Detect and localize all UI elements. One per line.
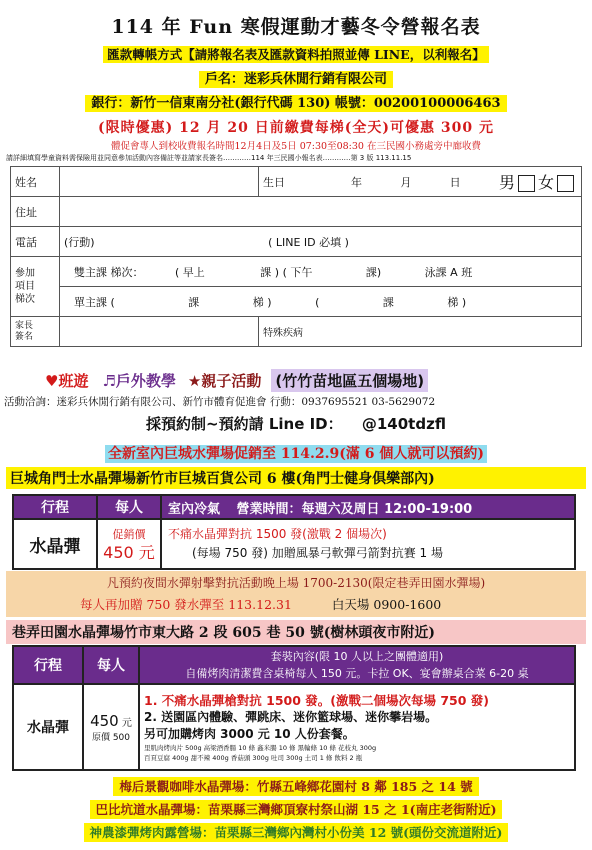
- line-id-value: @140tdzfl: [361, 415, 446, 433]
- indoor-col-item: 行程: [13, 495, 97, 519]
- single-course-row[interactable]: [60, 287, 582, 317]
- single-course-label: 單主課 (: [74, 295, 115, 309]
- address-label: 住址: [11, 197, 60, 227]
- family-activity: ★親子活動: [187, 372, 262, 390]
- parent-signature-label: 家長 簽名: [11, 317, 60, 347]
- class-label: 課: [188, 295, 200, 309]
- bbq-menu1: 里肌肉烤肉片 500g 高梁酒香腸 10 條 鑫米腸 10 條 黑輪條 10 條 花枝丸 300g: [144, 743, 377, 752]
- outdoor-desc1: 1. 不痛水晶彈槍對抗 1500 發。(激戰二個場次每場 750 發): [144, 692, 490, 708]
- phone-field[interactable]: [60, 227, 582, 257]
- outdoor-price: 450: [90, 711, 119, 730]
- tier2-label: 梯 ): [447, 295, 467, 309]
- indoor-promo: 全新室內巨城水彈場促銷至 114.2.9(滿 6 個人就可以預約): [105, 445, 487, 463]
- course1-label: 課 ) ( 下午: [260, 265, 313, 279]
- indoor-item: 水晶彈: [13, 519, 97, 569]
- alley-venue: 巷弄田園水晶彈場竹市東大路 2 段 605 巷 50 號(樹林頭夜市附近): [6, 620, 586, 644]
- day-label: 日: [449, 175, 461, 189]
- tier-label: 梯 ): [252, 295, 272, 309]
- join-label: 參加 項目 梯次: [11, 257, 60, 317]
- name-field[interactable]: [60, 167, 259, 197]
- package-title: 套裝內容(限 10 人以上之團體適用): [270, 650, 444, 663]
- bbq-menu2: 百頁豆腐 400g 甜不辣 400g 香菇頭 300g 吐司 300g 土司 1 條 飲料 2 瓶: [144, 753, 363, 762]
- birthday-label: 生日: [259, 167, 308, 197]
- outdoor-teaching: 戶外教學: [115, 372, 176, 390]
- indoor-venue: 巨城角門士水晶彈場新竹市巨城百貨公司 6 樓(角門士健身俱樂部內): [6, 467, 586, 489]
- account-name: 戶名：迷彩兵休閒行銷有限公司: [199, 71, 393, 88]
- registration-form: [10, 166, 582, 347]
- indoor-price: 450 元: [103, 543, 155, 562]
- name-label: 姓名: [11, 167, 60, 197]
- female-checkbox[interactable]: [557, 175, 574, 192]
- address-field[interactable]: [60, 197, 582, 227]
- area-note: (竹竹苗地區五個場地): [271, 369, 428, 392]
- double-course-row[interactable]: [60, 257, 582, 287]
- year-label: 年: [351, 175, 362, 189]
- indoor-aircon: 室內冷氣: [168, 501, 221, 517]
- single2-label: (: [315, 295, 320, 309]
- outdoor-col-person: 每人: [83, 646, 139, 684]
- night-line2: 每人再加贈 750 發水彈至 113.12.31: [80, 597, 292, 612]
- outdoor-orig-price: 原價 500: [91, 732, 131, 743]
- daytime-hours: 白天場 0900-1600: [331, 597, 442, 612]
- line-id-label: ( LINE ID 必填 ): [268, 235, 349, 249]
- indoor-desc1: 不痛水晶彈對抗 1500 發(激戰 2 個場次): [168, 527, 387, 541]
- class-trip: ♥班遊: [45, 372, 89, 390]
- course2-label: 課): [365, 265, 382, 279]
- parent-signature-field[interactable]: [60, 317, 259, 347]
- class2-label: 課: [382, 295, 394, 309]
- promo-price-label: 促銷價: [112, 528, 146, 541]
- indoor-desc2: (每場 750 發) 加贈風暴弓軟彈弓箭對抗賽 1 場: [192, 546, 443, 560]
- transfer-instructions: 匯款轉帳方式【請將報名表及匯款資料拍照並傳 LINE，以利報名】: [103, 46, 488, 63]
- outdoor-price-unit: 元: [121, 717, 132, 729]
- speaker-icon: ♬: [102, 371, 116, 390]
- mobile-label: (行動): [64, 235, 95, 249]
- outdoor-desc3: 另可加購烤肉 3000 元 10 人份套餐。: [144, 726, 355, 741]
- male-label: 男: [498, 173, 515, 192]
- birthday-field[interactable]: [307, 167, 582, 197]
- indoor-hours: 營業時間：每週六及周日 12:00-19:00: [236, 501, 473, 517]
- phone-label: 電話: [11, 227, 60, 257]
- venue-shennong: 神農漆彈烤肉露營場：苗栗縣三灣鄉內灣村小份美 12 號(頭份交流道附近): [84, 823, 509, 842]
- venue-meihou: 梅后景觀咖啡水晶彈場：竹縣五峰鄉花園村 8 鄰 185 之 14 號: [113, 777, 478, 796]
- page-title: 114 年 Fun 寒假運動才藝冬令營報名表: [111, 16, 481, 38]
- booking-label: 採預約制~預約請 Line ID：: [146, 415, 343, 433]
- double-course-label: 雙主課 梯次：: [74, 265, 144, 279]
- outdoor-desc2: 2. 送園區內體驗、彈跳床、迷你籃球場、迷你攀岩場。: [144, 709, 438, 724]
- month-label: 月: [400, 175, 412, 189]
- swim-label: 泳課 A 班: [424, 265, 473, 279]
- bank-info: 銀行：新竹一信東南分社(銀行代碼 130) 帳號：00200100006463: [85, 95, 506, 112]
- night-line1: 凡預約夜間水彈射擊對抗活動晚上場 1700-2130(限定巷弄田園水彈場): [106, 576, 486, 590]
- indoor-col-person: 每人: [97, 495, 161, 519]
- bbq-note: 自備烤肉清潔費含桌椅每人 150 元。卡拉 OK、宴會辦桌合菜 6-20 桌: [185, 667, 529, 680]
- promo-notice: 體促會專人到校收費報名時間12月4日及5日 07:30至08:30 在三民國小務處旁中廊收費: [111, 141, 481, 152]
- activities-bar: [45, 369, 428, 392]
- male-checkbox[interactable]: [518, 175, 535, 192]
- venue-babi: 巴比坑道水晶彈場：苗栗縣三灣鄉頂寮村祭山湖 15 之 1(南庄老街附近): [90, 800, 503, 819]
- disease-label: 特殊疾病: [263, 328, 303, 339]
- outdoor-item: 水晶彈: [13, 684, 83, 770]
- discount-notice: (限時優惠) 12 月 20 日前繳費每梯(全天)可優惠 300 元: [98, 120, 494, 136]
- indoor-table: [12, 494, 576, 570]
- outdoor-table: [12, 645, 576, 771]
- morning-label: ( 早上: [175, 265, 205, 279]
- fine-print: 請詳細填寫學童資料需保險用並同意參加活動內容備註等並請家長簽名…………114 年三民國小報名表…………第 3 版 113.11.15: [6, 154, 412, 162]
- female-label: 女: [537, 173, 554, 192]
- contact-info: 活動洽詢：迷彩兵休閒行銷有限公司、新竹市體育促進會 行動：0937695521 03-5629072: [4, 396, 436, 408]
- outdoor-col-item: 行程: [13, 646, 83, 684]
